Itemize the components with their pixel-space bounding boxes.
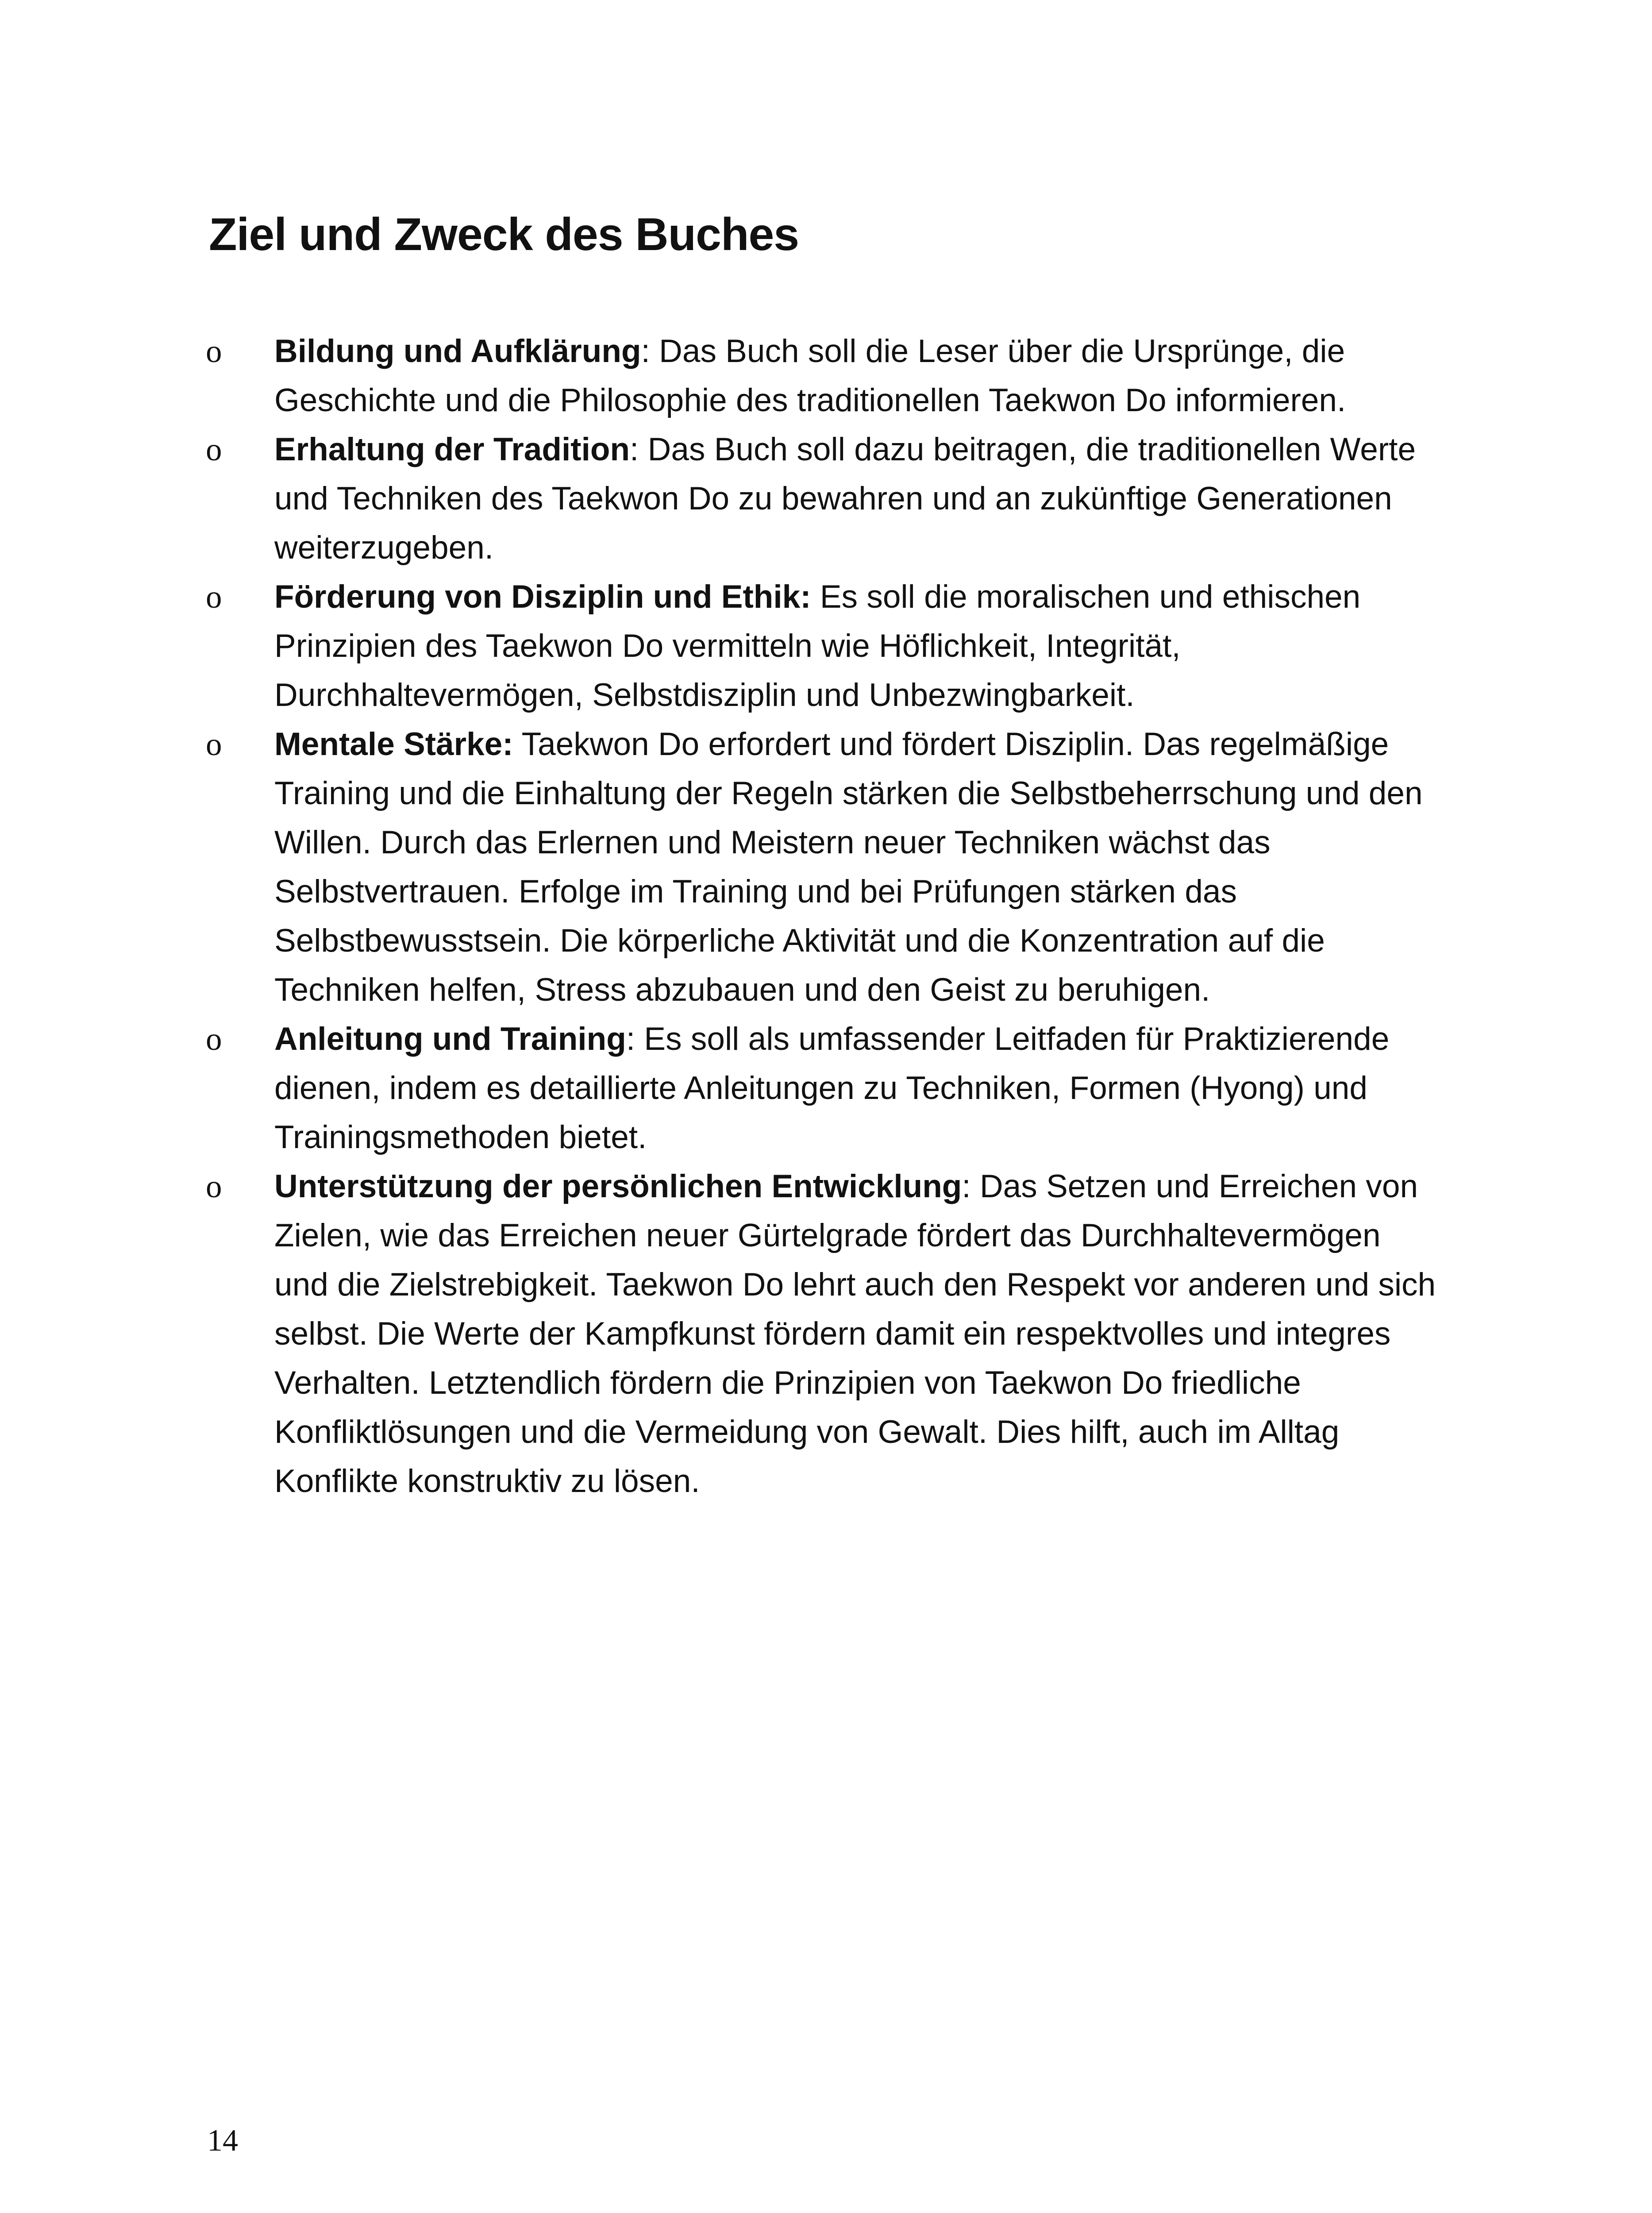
bullet-marker: o	[206, 432, 222, 467]
item-term: Bildung und Aufklärung	[274, 333, 641, 369]
item-term: Erhaltung der Tradition	[274, 432, 630, 467]
bullet-item-erhaltung	[206, 425, 1436, 572]
item-term: Förderung von Disziplin und Ethik:	[274, 579, 811, 615]
item-term: Anleitung und Training	[274, 1021, 626, 1057]
bullet-item-unterstuetzung	[206, 1162, 1436, 1506]
item-text: Das Buch soll dazu beitragen, die traditionellen Werte und Techniken des Taekwon Do zu bewahren und an zukünftige Generationen weiterzugeben.	[274, 432, 1416, 566]
item-term: Mentale Stärke:	[274, 726, 513, 762]
bullet-item-bildung	[206, 327, 1436, 425]
item-separator: :	[641, 333, 659, 369]
bullet-marker: o	[206, 1021, 222, 1057]
bullet-marker: o	[206, 333, 222, 369]
page-number: 14	[207, 2124, 238, 2158]
bullet-item-anleitung	[206, 1014, 1436, 1162]
item-separator	[513, 726, 522, 762]
item-text: Taekwon Do erfordert und fördert Disziplin. Das regelmäßige Training und die Einhaltung der Regeln stärken die Selbstbeherrschung und den Willen. Durch das Erlernen und Meistern neuer Techniken wächst das Selbstvertrauen. Erfolge im Training und bei Prüfungen stärken das Selbstbewusstsein. Die körperliche Aktivität und die Konzentration auf die Techniken helfen, Stress abzubauen und den Geist zu beruhigen.	[274, 726, 1423, 1008]
bullet-marker: o	[206, 579, 222, 615]
item-separator	[811, 579, 820, 615]
bullet-marker: o	[206, 726, 222, 762]
item-separator: :	[630, 432, 648, 467]
bullet-list	[206, 327, 1436, 1506]
item-text: Es soll als umfassender Leitfaden für Praktizierende dienen, indem es detaillierte Anleitungen zu Techniken, Formen (Hyong) und Trainingsmethoden bietet.	[274, 1021, 1390, 1155]
item-text: Das Setzen und Erreichen von Zielen, wie das Erreichen neuer Gürtelgrade fördert das Durchhaltevermögen und die Zielstrebigkeit. Taekwon Do lehrt auch den Respekt vor anderen und sich selbst. Die Werte der Kampfkunst fördern damit ein respektvolles und integres Verhalten. Letztendlich fördern die Prinzipien von Taekwon Do friedliche Konfliktlösungen und die Vermeidung von Gewalt. Dies hilft, auch im Alltag Konflikte konstruktiv zu lösen.	[274, 1168, 1436, 1499]
bullet-marker: o	[206, 1168, 222, 1204]
bullet-item-foerderung	[206, 572, 1436, 720]
item-separator: :	[626, 1021, 644, 1057]
section-heading: Ziel und Zweck des Buches	[209, 209, 799, 260]
bullet-item-mentale-staerke	[206, 720, 1436, 1014]
item-term: Unterstützung der persönlichen Entwicklung	[274, 1168, 962, 1204]
item-separator: :	[962, 1168, 980, 1204]
item-text: Das Buch soll die Leser über die Ursprünge, die Geschichte und die Philosophie des traditionellen Taekwon Do informieren.	[274, 333, 1346, 418]
item-text: Es soll die moralischen und ethischen Prinzipien des Taekwon Do vermitteln wie Höflichkeit, Integrität, Durchhaltevermögen, Selbstdisziplin und Unbezwingbarkeit.	[274, 579, 1361, 713]
